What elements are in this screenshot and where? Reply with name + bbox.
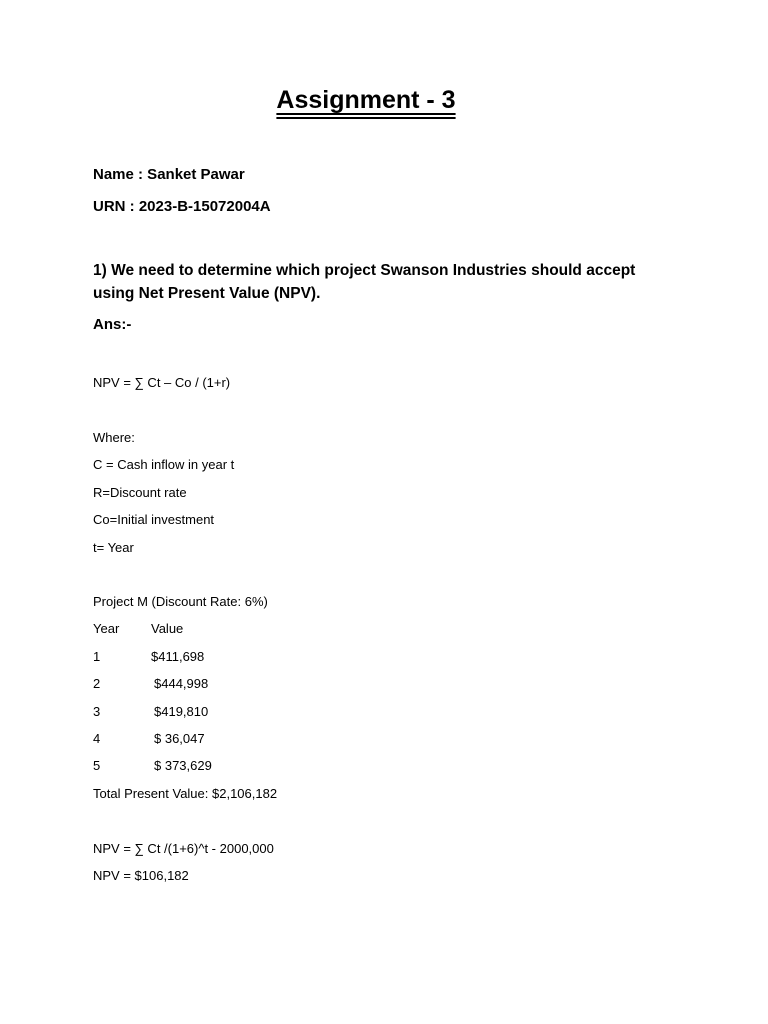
column-value: Value — [151, 621, 184, 636]
row-year: 5 — [93, 758, 101, 773]
row-value: $444,998 — [154, 676, 209, 691]
where-item: C = Cash inflow in year t — [93, 457, 235, 472]
answer-label: Ans:- — [93, 316, 132, 333]
where-item: R=Discount rate — [93, 485, 187, 500]
row-year: 3 — [93, 704, 101, 719]
table-row — [93, 704, 209, 719]
npv-result: NPV = $106,182 — [93, 868, 189, 883]
where-item: Co=Initial investment — [93, 512, 215, 527]
row-year: 1 — [93, 649, 101, 664]
student-name: Name : Sanket Pawar — [93, 166, 245, 183]
table-row — [93, 649, 205, 664]
row-value: $ 36,047 — [154, 731, 205, 746]
row-year: 2 — [93, 676, 101, 691]
where-label: Where: — [93, 430, 135, 445]
row-value: $419,810 — [154, 704, 209, 719]
total-present-value: Total Present Value: $2,106,182 — [93, 786, 278, 801]
npv-calculation: NPV = ∑ Ct /(1+6)^t - 2000,000 — [93, 841, 274, 856]
document-title — [0, 86, 732, 115]
title-text: Assignment - 3 — [276, 86, 456, 114]
row-value: $411,698 — [151, 649, 205, 664]
question-line-2: using Net Present Value (NPV). — [93, 285, 321, 302]
where-item: t= Year — [93, 540, 134, 555]
table-row — [93, 676, 209, 691]
project-heading: Project M (Discount Rate: 6%) — [93, 594, 268, 609]
table-row — [93, 731, 205, 746]
npv-formula: NPV = ∑ Ct – Co / (1+r) — [93, 375, 231, 390]
row-value: $ 373,629 — [154, 758, 212, 773]
table-header — [93, 621, 183, 636]
table-row — [93, 758, 212, 773]
question-line-1: 1) We need to determine which project Swanson Industries should accept — [93, 262, 636, 279]
column-year: Year — [93, 621, 120, 636]
student-urn: URN : 2023-B-15072004A — [93, 198, 271, 215]
row-year: 4 — [93, 731, 101, 746]
